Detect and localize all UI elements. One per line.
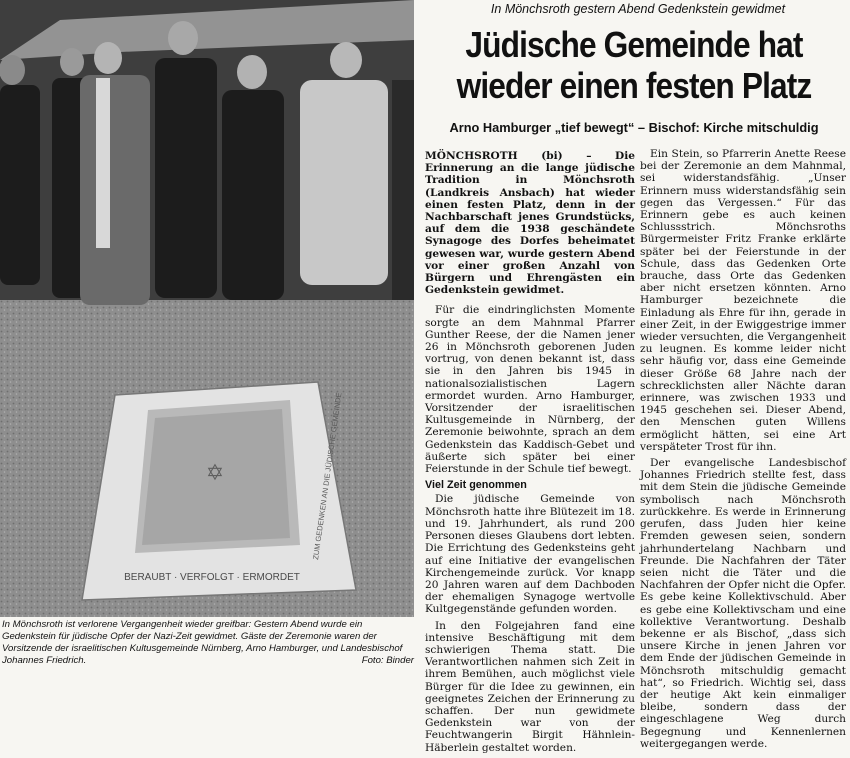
lead-paragraph: MÖNCHSROTH (bi) – Die Erinnerung an die lange jüdische Tradition in Mönchsroth (Landkreis Ansbach) hat wieder einen festen Platz, denn in der Nachbarschaft jenes Grundstücks, auf dem die 1938 geschändete Synagoge des Dorfes beheimatet gewesen war, wurde gestern Abend vor einer großen Anzahl von Bürgern und Ehrengästen ein Gedenkstein gewidmet. xyxy=(425,150,635,297)
photo-credit: Foto: Binder xyxy=(361,655,414,666)
headline: Jüdische Gemeinde hat wieder einen festen Platz xyxy=(456,24,812,106)
subheadline: Arno Hamburger „tief bewegt“ – Bischof: Kirche mitschuldig xyxy=(449,120,819,135)
subheading: Viel Zeit genommen xyxy=(425,479,527,492)
memorial-stone xyxy=(82,382,356,600)
stone-inscription: BERAUBT · VERFOLGT · ERMORDET xyxy=(124,572,300,583)
article-column-1 xyxy=(425,150,635,758)
caption-text: In Mönchsroth ist verlorene Vergangenheit wieder greifbar: Gestern Abend wurde ein Gedenkstein für jüdische Opfer der Nazi-Zeit gewidmet. Gäste der Zeremonie waren der Vorsitzende der israelitischen Kultusgemeinde Nürnberg, Arno Hamburger, und Landesbischof Johannes Friedrich. xyxy=(2,619,403,666)
paragraph-5: Der evangelische Landesbischof Johannes Friedrich stellte fest, dass mit dem Stein die jüdische Gemeinde symbolisch nach Mönchsroth zurückkehre. Es werde in Erinnerung gerufen, dass Juden hier keine Fremden gewesen seien, sondern jahrhundertelang Nachbarn und Freunde. Die Nachfahren der Täter seien nicht die Täter und die Nachfahren der Opfer nicht die Opfer. Es gebe keine Kollektivschuld. Aber es gebe eine Kollektivscham und eine kollektive Verantwortung. Deshalb bekenne er als Bischof, „dass sich unsere Kirche in jenen Jahren vor dem Ende der jüdischen Gemeinde in Mönchsroth mitschuldig gemacht hat“, so Friedrich. Wichtig sei, dass der heutige Akt kein einmaliger bleibe, sondern dass der eingeschlagene Weg durch Begegnung und Kennenlernen weitergegangen werde. xyxy=(640,457,846,750)
star-of-david-icon: ✡ xyxy=(205,461,225,486)
stone-side-inscription: ZUM GEDENKEN AN DIE JÜDISCHE GEMEINDE xyxy=(311,391,344,561)
crowd xyxy=(0,21,414,305)
photo-caption xyxy=(2,619,414,667)
kicker: In Mönchsroth gestern Abend Gedenkstein gewidmet xyxy=(490,2,786,16)
paragraph-2: Die jüdische Gemeinde von Mönchsroth hatte ihre Blütezeit im 18. und 19. Jahrhundert, als rund 200 Personen dieses Glaubens dort lebten. Die Errichtung des Gedenksteins geht auf eine Initiative der evangelischen Kirchengemeinde zurück. Vor knapp 20 Jahren waren auf dem Dachboden der ehemaligen Synagoge wertvolle Kultgegenstände gefunden worden. xyxy=(425,493,635,616)
paragraph-3: In den Folgejahren fand eine intensive Beschäftigung mit dem schwierigen Thema statt. Die Verantwortlichen nahmen sich Zeit in ihrem Bemühen, auch möglichst viele Bürger für die Idee zu gewinnen, ein geeignetes Zeichen der Erinnerung zu schaffen. Der nun gewidmete Gedenkstein war von der Feuchtwangerin Birgit Hähnlein-Häberlein gestaltet worden. xyxy=(425,619,635,754)
photo-illustration xyxy=(0,0,414,617)
article-photo xyxy=(0,0,414,617)
paragraph-1: Für die eindringlichsten Momente sorgte an dem Mahnmal Pfarrer Gunther Reese, der die Namen jener 26 in Mönchsroth geborenen Juden vortrug, von denen bekannt ist, dass sie in den Jahren bis 1945 in nationalsozialistischen Lagern ermordet wurden. Arno Hamburger, Vorsitzender der israelitischen Kultusgemeinde in Nürnberg, der Zeremonie beiwohnte, sprach an dem Gedenkstein das Kaddisch-Gebet und äußerte sich später bei einer Feierstunde in der Schule tief bewegt. xyxy=(425,304,635,476)
paragraph-4: Ein Stein, so Pfarrerin Anette Reese bei der Zeremonie an dem Mahnmal, sei widerstandsfähig. „Unser Erinnern muss widerstandsfähig sein gegen das Vergessen.“ Für das Erinnern gebe es auch keinen Schlussstrich. Mönchsroths Bürgermeister Fritz Franke erklärte später bei der Feierstunde in der Schule, dass das Gedenken Orte brauche, dass Orte das Gedenken aber nicht ersetzen könnten. Arno Hamburger bezeichnete die Einladung als Ehre für ihn, gerade in einer Zeit, in der Ewiggestrige immer wieder versuchten, die Vergangenheit zu leugnen. Es komme leider nicht sehr häufig vor, dass eine Gemeinde dieser Größe 68 Jahre nach der schrecklichsten aller Nächte daran erinnere, was zwischen 1933 und 1945 geschehen sei. Dieser Abend, den Menschen guten Willens ermöglicht hätten, sei eine Art verspäteter Trost für ihn. xyxy=(640,148,846,453)
article-column-2 xyxy=(640,148,846,754)
